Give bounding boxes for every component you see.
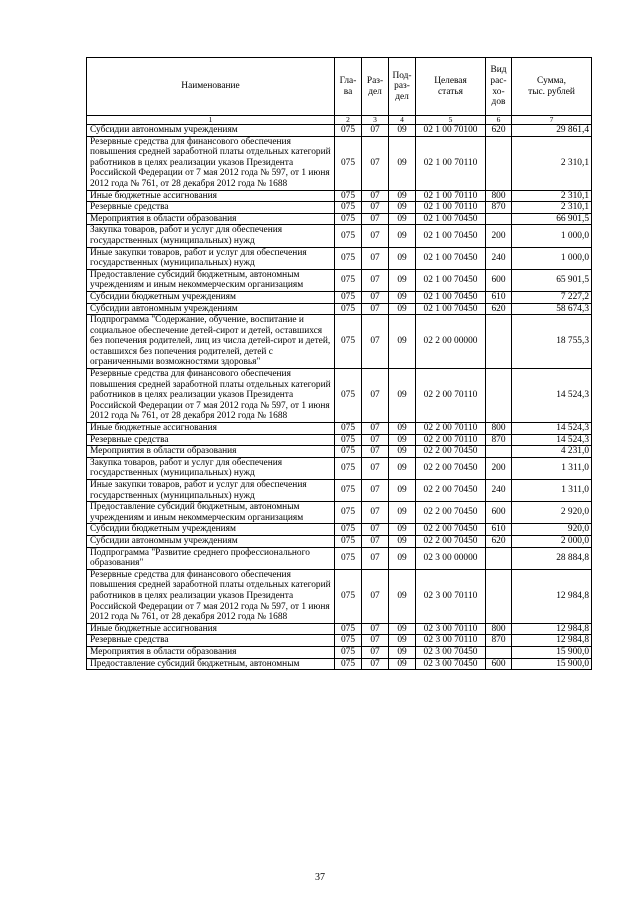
budget-table <box>86 57 592 670</box>
row-vid: 870 <box>486 635 512 647</box>
row-vid: 600 <box>486 502 512 524</box>
row-razdel: 07 <box>362 190 389 202</box>
row-razdel: 07 <box>362 315 389 369</box>
row-name: Предоставление субсидий бюджетным, автономным учреждениям и иным некоммерческим организациям <box>87 269 335 291</box>
row-glava: 075 <box>335 635 362 647</box>
row-name: Субсидии автономным учреждениям <box>87 125 335 137</box>
row-vid: 200 <box>486 457 512 479</box>
row-target: 02 2 00 70450 <box>416 502 486 524</box>
row-razdel: 07 <box>362 269 389 291</box>
row-target: 02 2 00 70450 <box>416 457 486 479</box>
row-glava: 075 <box>335 457 362 479</box>
row-target: 02 2 00 70110 <box>416 423 486 435</box>
row-glava: 075 <box>335 136 362 190</box>
row-glava: 075 <box>335 303 362 315</box>
row-razdel: 07 <box>362 369 389 423</box>
table-row <box>87 369 592 423</box>
row-name: Предоставление субсидий бюджетным, автономным <box>87 658 335 670</box>
row-vid: 620 <box>486 303 512 315</box>
table-body <box>87 125 592 670</box>
row-target: 02 1 00 70110 <box>416 190 486 202</box>
row-razdel: 07 <box>362 457 389 479</box>
row-target: 02 2 00 70450 <box>416 524 486 536</box>
row-target: 02 1 00 70450 <box>416 213 486 225</box>
row-glava: 075 <box>335 202 362 214</box>
row-sum: 1 311,0 <box>512 480 592 502</box>
column-number: 1 <box>87 116 335 125</box>
row-name: Резервные средства <box>87 635 335 647</box>
row-target: 02 1 00 70110 <box>416 136 486 190</box>
row-sum: 14 524,3 <box>512 423 592 435</box>
table-row <box>87 524 592 536</box>
row-sum: 2 310,1 <box>512 190 592 202</box>
row-vid <box>486 646 512 658</box>
row-podrazdel: 09 <box>389 213 416 225</box>
row-glava: 075 <box>335 623 362 635</box>
row-podrazdel: 09 <box>389 423 416 435</box>
row-razdel: 07 <box>362 646 389 658</box>
row-vid: 610 <box>486 291 512 303</box>
row-podrazdel: 09 <box>389 646 416 658</box>
budget-table-container <box>86 57 591 670</box>
row-vid <box>486 446 512 458</box>
row-name: Мероприятия в области образования <box>87 446 335 458</box>
table-row <box>87 202 592 214</box>
table-row <box>87 315 592 369</box>
row-name: Иные бюджетные ассигнования <box>87 423 335 435</box>
row-sum: 58 674,3 <box>512 303 592 315</box>
row-target: 02 2 00 70450 <box>416 535 486 547</box>
column-number-row <box>87 116 592 125</box>
table-row <box>87 291 592 303</box>
row-razdel: 07 <box>362 213 389 225</box>
row-sum: 920,0 <box>512 524 592 536</box>
row-sum: 1 311,0 <box>512 457 592 479</box>
column-number: 6 <box>486 116 512 125</box>
row-glava: 075 <box>335 125 362 137</box>
row-target: 02 2 00 70450 <box>416 446 486 458</box>
row-podrazdel: 09 <box>389 434 416 446</box>
row-podrazdel: 09 <box>389 247 416 269</box>
row-podrazdel: 09 <box>389 136 416 190</box>
table-row <box>87 423 592 435</box>
row-target: 02 2 00 70110 <box>416 369 486 423</box>
row-target: 02 1 00 70450 <box>416 225 486 247</box>
row-podrazdel: 09 <box>389 658 416 670</box>
table-row <box>87 646 592 658</box>
table-row <box>87 125 592 137</box>
table-row <box>87 623 592 635</box>
page-number: 37 <box>315 872 325 883</box>
table-row <box>87 434 592 446</box>
row-target: 02 1 00 70450 <box>416 247 486 269</box>
column-number: 3 <box>362 116 389 125</box>
row-sum: 1 000,0 <box>512 247 592 269</box>
row-glava: 075 <box>335 535 362 547</box>
header-glava: Гла- ва <box>335 58 362 116</box>
column-number: 7 <box>512 116 592 125</box>
row-razdel: 07 <box>362 446 389 458</box>
table-row <box>87 658 592 670</box>
row-razdel: 07 <box>362 502 389 524</box>
row-name: Резервные средства <box>87 434 335 446</box>
row-podrazdel: 09 <box>389 502 416 524</box>
header-razdel: Раз- дел <box>362 58 389 116</box>
column-number: 5 <box>416 116 486 125</box>
row-name: Иные закупки товаров, работ и услуг для обеспечения государственных (муниципальных) нужд <box>87 247 335 269</box>
row-razdel: 07 <box>362 623 389 635</box>
row-name: Закупка товаров, работ и услуг для обеспечения государственных (муниципальных) нужд <box>87 457 335 479</box>
header-vid: Вид рас- хо- дов <box>486 58 512 116</box>
header-target: Целевая статья <box>416 58 486 116</box>
row-podrazdel: 09 <box>389 524 416 536</box>
row-podrazdel: 09 <box>389 125 416 137</box>
row-sum: 12 984,8 <box>512 623 592 635</box>
row-podrazdel: 09 <box>389 480 416 502</box>
row-name: Подпрограмма "Содержание, обучение, воспитание и социальное обеспечение детей-сирот и детей, оставшихся без попечения родителей, лиц из числа детей-сирот и детей, оставшихся без попечения родителей, детей с ограниченными возможностями здоровья" <box>87 315 335 369</box>
table-row <box>87 502 592 524</box>
row-target: 02 2 00 70450 <box>416 480 486 502</box>
row-name: Субсидии автономным учреждениям <box>87 303 335 315</box>
table-row <box>87 635 592 647</box>
row-sum: 2 920,0 <box>512 502 592 524</box>
row-glava: 075 <box>335 480 362 502</box>
row-vid: 200 <box>486 225 512 247</box>
row-glava: 075 <box>335 434 362 446</box>
row-target: 02 1 00 70450 <box>416 291 486 303</box>
row-name: Мероприятия в области образования <box>87 213 335 225</box>
row-vid: 870 <box>486 434 512 446</box>
row-glava: 075 <box>335 225 362 247</box>
table-row <box>87 225 592 247</box>
row-razdel: 07 <box>362 125 389 137</box>
row-razdel: 07 <box>362 547 389 569</box>
row-name: Субсидии автономным учреждениям <box>87 535 335 547</box>
row-name: Мероприятия в области образования <box>87 646 335 658</box>
row-podrazdel: 09 <box>389 269 416 291</box>
table-row <box>87 457 592 479</box>
row-target: 02 1 00 70450 <box>416 269 486 291</box>
row-razdel: 07 <box>362 524 389 536</box>
row-podrazdel: 09 <box>389 535 416 547</box>
row-glava: 075 <box>335 190 362 202</box>
row-razdel: 07 <box>362 136 389 190</box>
row-razdel: 07 <box>362 569 389 623</box>
row-glava: 075 <box>335 446 362 458</box>
row-sum: 65 901,5 <box>512 269 592 291</box>
row-target: 02 3 00 70110 <box>416 623 486 635</box>
row-razdel: 07 <box>362 535 389 547</box>
row-sum: 29 861,4 <box>512 125 592 137</box>
row-razdel: 07 <box>362 423 389 435</box>
row-podrazdel: 09 <box>389 569 416 623</box>
row-sum: 14 524,3 <box>512 434 592 446</box>
table-header-row <box>87 58 592 116</box>
row-target: 02 1 00 70450 <box>416 303 486 315</box>
row-razdel: 07 <box>362 225 389 247</box>
row-name: Иные закупки товаров, работ и услуг для обеспечения государственных (муниципальных) нужд <box>87 480 335 502</box>
row-target: 02 2 00 00000 <box>416 315 486 369</box>
row-target: 02 1 00 70100 <box>416 125 486 137</box>
table-row <box>87 247 592 269</box>
row-podrazdel: 09 <box>389 190 416 202</box>
table-row <box>87 190 592 202</box>
row-sum: 14 524,3 <box>512 369 592 423</box>
row-podrazdel: 09 <box>389 547 416 569</box>
row-vid: 620 <box>486 535 512 547</box>
row-name: Субсидии бюджетным учреждениям <box>87 524 335 536</box>
row-razdel: 07 <box>362 202 389 214</box>
row-name: Резервные средства для финансового обеспечения повышения средней заработной платы отдельных категорий работников в целях реализации указов Президента Российской Федерации от 7 мая 2012 года № 597, от 1 июня 2012 года № 761, от 28 декабря 2012 года № 1688 <box>87 569 335 623</box>
row-vid: 620 <box>486 125 512 137</box>
row-glava: 075 <box>335 213 362 225</box>
row-vid <box>486 369 512 423</box>
header-name: Наименование <box>87 58 335 116</box>
row-glava: 075 <box>335 247 362 269</box>
row-podrazdel: 09 <box>389 202 416 214</box>
row-name: Резервные средства <box>87 202 335 214</box>
table-row <box>87 303 592 315</box>
row-razdel: 07 <box>362 480 389 502</box>
header-sum: Сумма, тыс. рублей <box>512 58 592 116</box>
row-podrazdel: 09 <box>389 457 416 479</box>
column-number: 2 <box>335 116 362 125</box>
row-vid: 600 <box>486 269 512 291</box>
row-sum: 2 000,0 <box>512 535 592 547</box>
row-sum: 4 231,0 <box>512 446 592 458</box>
row-sum: 66 901,5 <box>512 213 592 225</box>
row-target: 02 3 00 70450 <box>416 658 486 670</box>
row-razdel: 07 <box>362 434 389 446</box>
row-glava: 075 <box>335 291 362 303</box>
row-vid <box>486 136 512 190</box>
row-sum: 7 227,2 <box>512 291 592 303</box>
row-vid: 870 <box>486 202 512 214</box>
row-razdel: 07 <box>362 291 389 303</box>
table-row <box>87 269 592 291</box>
row-glava: 075 <box>335 423 362 435</box>
row-name: Предоставление субсидий бюджетным, автономным учреждениям и иным некоммерческим организациям <box>87 502 335 524</box>
row-razdel: 07 <box>362 247 389 269</box>
row-sum: 12 984,8 <box>512 635 592 647</box>
row-vid <box>486 315 512 369</box>
row-vid <box>486 547 512 569</box>
row-target: 02 2 00 70110 <box>416 434 486 446</box>
row-glava: 075 <box>335 524 362 536</box>
row-podrazdel: 09 <box>389 623 416 635</box>
row-glava: 075 <box>335 315 362 369</box>
row-sum: 28 884,8 <box>512 547 592 569</box>
table-row <box>87 446 592 458</box>
row-sum: 15 900,0 <box>512 658 592 670</box>
row-vid <box>486 213 512 225</box>
row-target: 02 1 00 70110 <box>416 202 486 214</box>
row-name: Закупка товаров, работ и услуг для обеспечения государственных (муниципальных) нужд <box>87 225 335 247</box>
row-name: Субсидии бюджетным учреждениям <box>87 291 335 303</box>
row-glava: 075 <box>335 269 362 291</box>
row-podrazdel: 09 <box>389 369 416 423</box>
row-name: Резервные средства для финансового обеспечения повышения средней заработной платы отдельных категорий работников в целях реализации указов Президента Российской Федерации от 7 мая 2012 года № 597, от 1 июня 2012 года № 761, от 28 декабря 2012 года № 1688 <box>87 369 335 423</box>
table-row <box>87 480 592 502</box>
row-razdel: 07 <box>362 303 389 315</box>
table-row <box>87 136 592 190</box>
row-glava: 075 <box>335 569 362 623</box>
row-sum: 15 900,0 <box>512 646 592 658</box>
column-number: 4 <box>389 116 416 125</box>
row-podrazdel: 09 <box>389 446 416 458</box>
row-target: 02 3 00 70110 <box>416 569 486 623</box>
row-razdel: 07 <box>362 658 389 670</box>
row-podrazdel: 09 <box>389 303 416 315</box>
row-name: Иные бюджетные ассигнования <box>87 190 335 202</box>
row-podrazdel: 09 <box>389 291 416 303</box>
row-vid: 800 <box>486 623 512 635</box>
row-podrazdel: 09 <box>389 225 416 247</box>
row-sum: 1 000,0 <box>512 225 592 247</box>
row-sum: 12 984,8 <box>512 569 592 623</box>
row-glava: 075 <box>335 658 362 670</box>
row-name: Подпрограмма "Развитие среднего профессионального образования" <box>87 547 335 569</box>
row-podrazdel: 09 <box>389 635 416 647</box>
row-glava: 075 <box>335 646 362 658</box>
row-target: 02 3 00 00000 <box>416 547 486 569</box>
table-row <box>87 213 592 225</box>
table-row <box>87 535 592 547</box>
row-sum: 18 755,3 <box>512 315 592 369</box>
row-vid: 240 <box>486 247 512 269</box>
row-glava: 075 <box>335 547 362 569</box>
row-vid: 240 <box>486 480 512 502</box>
row-name: Резервные средства для финансового обеспечения повышения средней заработной платы отдельных категорий работников в целях реализации указов Президента Российской Федерации от 7 мая 2012 года № 597, от 1 июня 2012 года № 761, от 28 декабря 2012 года № 1688 <box>87 136 335 190</box>
header-podrazdel: Под- раз- дел <box>389 58 416 116</box>
row-glava: 075 <box>335 502 362 524</box>
table-row <box>87 547 592 569</box>
row-vid: 600 <box>486 658 512 670</box>
row-target: 02 3 00 70110 <box>416 635 486 647</box>
row-target: 02 3 00 70450 <box>416 646 486 658</box>
row-vid: 800 <box>486 423 512 435</box>
row-sum: 2 310,1 <box>512 202 592 214</box>
table-row <box>87 569 592 623</box>
row-razdel: 07 <box>362 635 389 647</box>
row-vid: 800 <box>486 190 512 202</box>
row-name: Иные бюджетные ассигнования <box>87 623 335 635</box>
row-podrazdel: 09 <box>389 315 416 369</box>
row-vid <box>486 569 512 623</box>
row-sum: 2 310,1 <box>512 136 592 190</box>
row-vid: 610 <box>486 524 512 536</box>
row-glava: 075 <box>335 369 362 423</box>
